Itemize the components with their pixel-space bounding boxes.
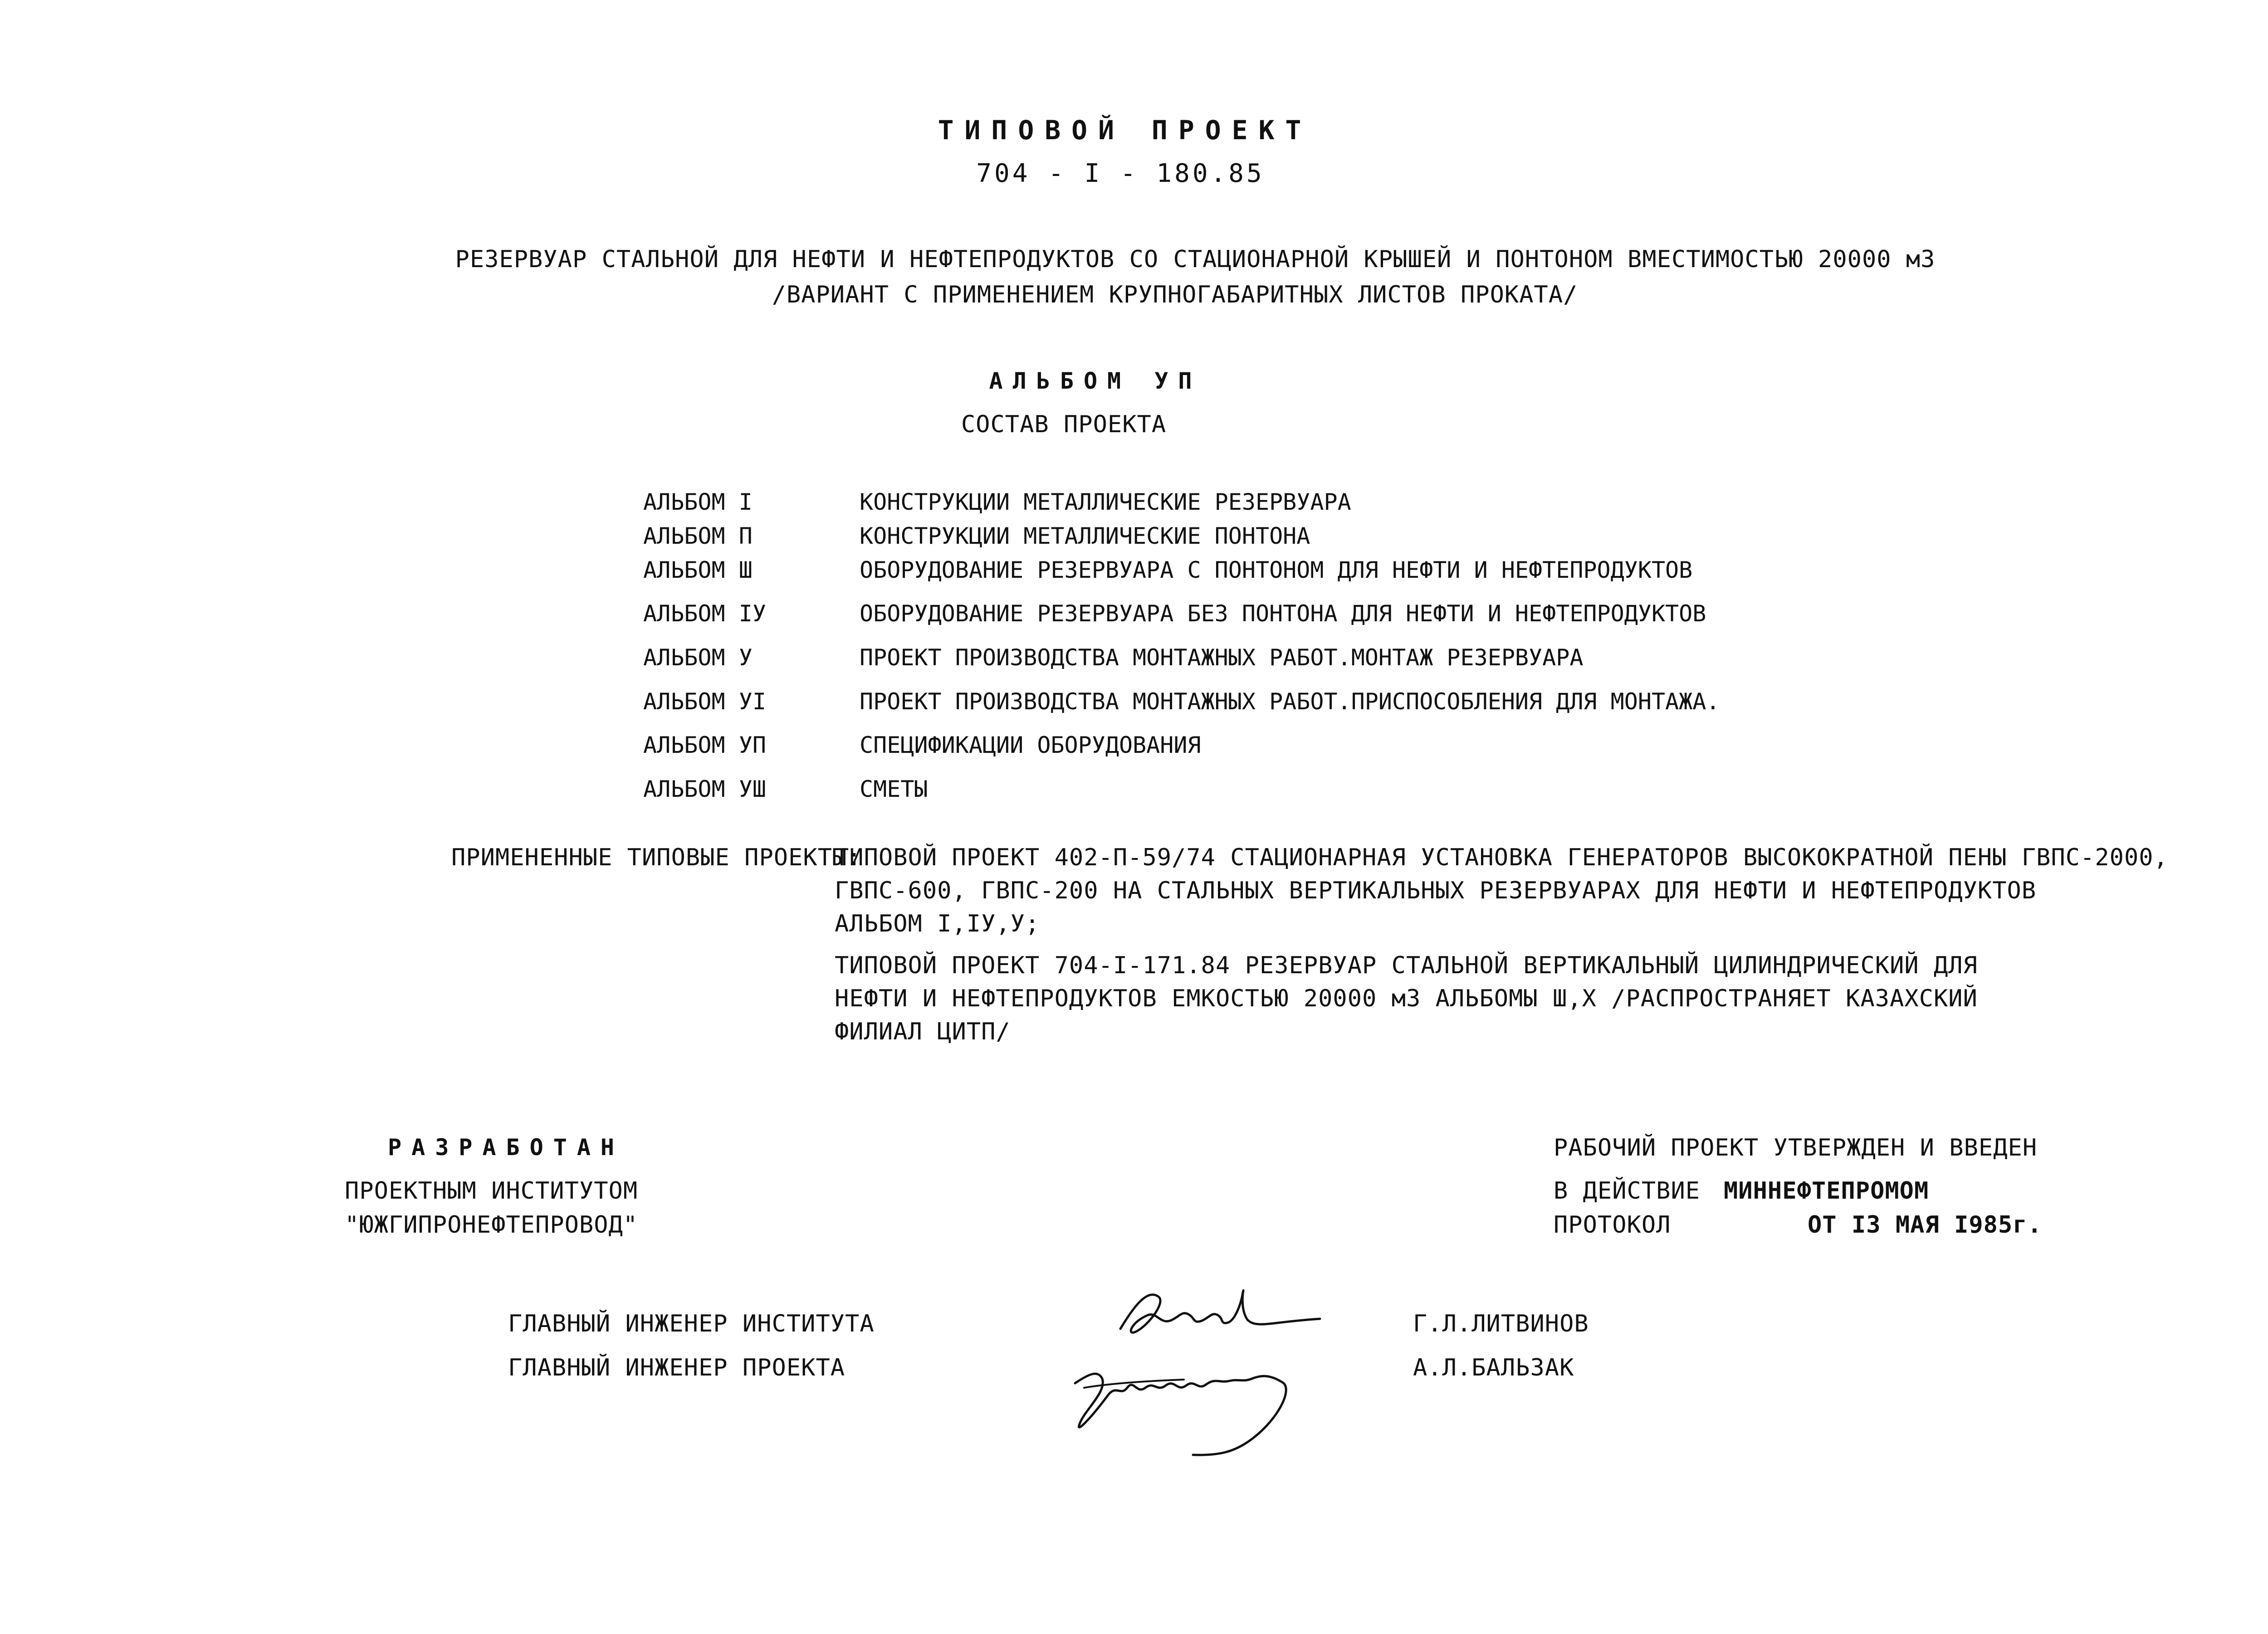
approval-line-3-prefix: ПРОТОКОЛ	[1554, 1211, 1671, 1239]
signature-role-1: ГЛАВНЫЙ ИНЖЕНЕР ИНСТИТУТА	[508, 1310, 875, 1337]
album-label: АЛЬБОМ УI	[643, 688, 766, 715]
signature-name-2: А.Л.БАЛЬЗАК	[1413, 1354, 1574, 1381]
signature-role-2: ГЛАВНЫЙ ИНЖЕНЕР ПРОЕКТА	[508, 1354, 846, 1381]
album-description: СМЕТЫ	[860, 776, 928, 802]
handwritten-signature-1	[1107, 1279, 1343, 1342]
album-label: АЛЬБОМ У	[643, 644, 753, 671]
album-label: АЛЬБОМ П	[643, 523, 753, 549]
developer-heading: РАЗРАБОТАН	[388, 1134, 625, 1161]
developer-line-1: ПРОЕКТНЫМ ИНСТИТУТОМ	[345, 1177, 638, 1205]
approval-date: ОТ I3 МАЯ I985г.	[1808, 1211, 2042, 1239]
album-description: ОБОРУДОВАНИЕ РЕЗЕРВУАРА БЕЗ ПОНТОНА ДЛЯ НЕФТИ И НЕФТЕПРОДУКТОВ	[860, 600, 1706, 627]
album-description: ОБОРУДОВАНИЕ РЕЗЕРВУАРА С ПОНТОНОМ ДЛЯ НЕФТИ И НЕФТЕПРОДУКТОВ	[860, 557, 1693, 583]
signature-name-1: Г.Л.ЛИТВИНОВ	[1413, 1310, 1589, 1337]
applied-project-1-line-3: АЛЬБОМ I,IУ,У;	[835, 910, 1040, 937]
album-label: АЛЬБОМ IУ	[643, 600, 766, 627]
album-description: СПЕЦИФИКАЦИИ ОБОРУДОВАНИЯ	[860, 732, 1201, 758]
description-line-1: РЕЗЕРВУАР СТАЛЬНОЙ ДЛЯ НЕФТИ И НЕФТЕПРОДУКТОВ СО СТАЦИОНАРНОЙ КРЫШЕЙ И ПОНТОНОМ ВМЕСТИМОСТЬЮ 20000 м3	[455, 246, 1936, 273]
album-subtitle: СОСТАВ ПРОЕКТА	[961, 411, 1167, 438]
approval-organization: МИННЕФТЕПРОМОМ	[1724, 1177, 1929, 1205]
album-description: КОНСТРУКЦИИ МЕТАЛЛИЧЕСКИЕ РЕЗЕРВУАРА	[860, 489, 1351, 515]
applied-project-1-line-1: ТИПОВОЙ ПРОЕКТ 402-П-59/74 СТАЦИОНАРНАЯ УСТАНОВКА ГЕНЕРАТОРОВ ВЫСОКОКРАТНОЙ ПЕНЫ ГВПС-2000,	[835, 844, 2168, 871]
album-description: ПРОЕКТ ПРОИЗВОДСТВА МОНТАЖНЫХ РАБОТ.ПРИСПОСОБЛЕНИЯ ДЛЯ МОНТАЖА.	[860, 688, 1720, 715]
approval-line-1: РАБОЧИЙ ПРОЕКТ УТВЕРЖДЕН И ВВЕДЕН	[1554, 1134, 2038, 1161]
developer-line-2: "ЮЖГИПРОНЕФТЕПРОВОД"	[345, 1211, 638, 1239]
album-description: КОНСТРУКЦИИ МЕТАЛЛИЧЕСКИЕ ПОНТОНА	[860, 523, 1310, 549]
applied-project-1-line-2: ГВПС-600, ГВПС-200 НА СТАЛЬНЫХ ВЕРТИКАЛЬНЫХ РЕЗЕРВУАРАХ ДЛЯ НЕФТИ И НЕФТЕПРОДУКТОВ	[835, 877, 2037, 904]
applied-projects-label: ПРИМЕНЕННЫЕ ТИПОВЫЕ ПРОЕКТЫ:	[451, 844, 862, 871]
project-number: 704 - I - 180.85	[976, 159, 1265, 188]
album-label: АЛЬБОМ Ш	[643, 557, 753, 583]
approval-line-2-prefix: В ДЕЙСТВИЕ	[1554, 1177, 1701, 1205]
album-label: АЛЬБОМ УШ	[643, 776, 766, 802]
document-title: ТИПОВОЙ ПРОЕКТ	[938, 115, 1312, 146]
applied-project-2-line-1: ТИПОВОЙ ПРОЕКТ 704-I-171.84 РЕЗЕРВУАР СТАЛЬНОЙ ВЕРТИКАЛЬНЫЙ ЦИЛИНДРИЧЕСКИЙ ДЛЯ	[835, 952, 1978, 979]
album-label: АЛЬБОМ УП	[643, 732, 766, 758]
description-line-2: /ВАРИАНТ С ПРИМЕНЕНИЕМ КРУПНОГАБАРИТНЫХ ЛИСТОВ ПРОКАТА/	[772, 281, 1578, 308]
handwritten-signature-2	[1057, 1356, 1311, 1460]
album-title: АЛЬБОМ УП	[989, 368, 1202, 394]
album-description: ПРОЕКТ ПРОИЗВОДСТВА МОНТАЖНЫХ РАБОТ.МОНТАЖ РЕЗЕРВУАРА	[860, 644, 1584, 671]
applied-project-2-line-3: ФИЛИАЛ ЦИТП/	[835, 1018, 1011, 1045]
applied-project-2-line-2: НЕФТИ И НЕФТЕПРОДУКТОВ ЕМКОСТЬЮ 20000 м3 АЛЬБОМЫ Ш,Х /РАСПРОСТРАНЯЕТ КАЗАХСКИЙ	[835, 985, 1978, 1012]
album-label: АЛЬБОМ I	[643, 489, 753, 515]
